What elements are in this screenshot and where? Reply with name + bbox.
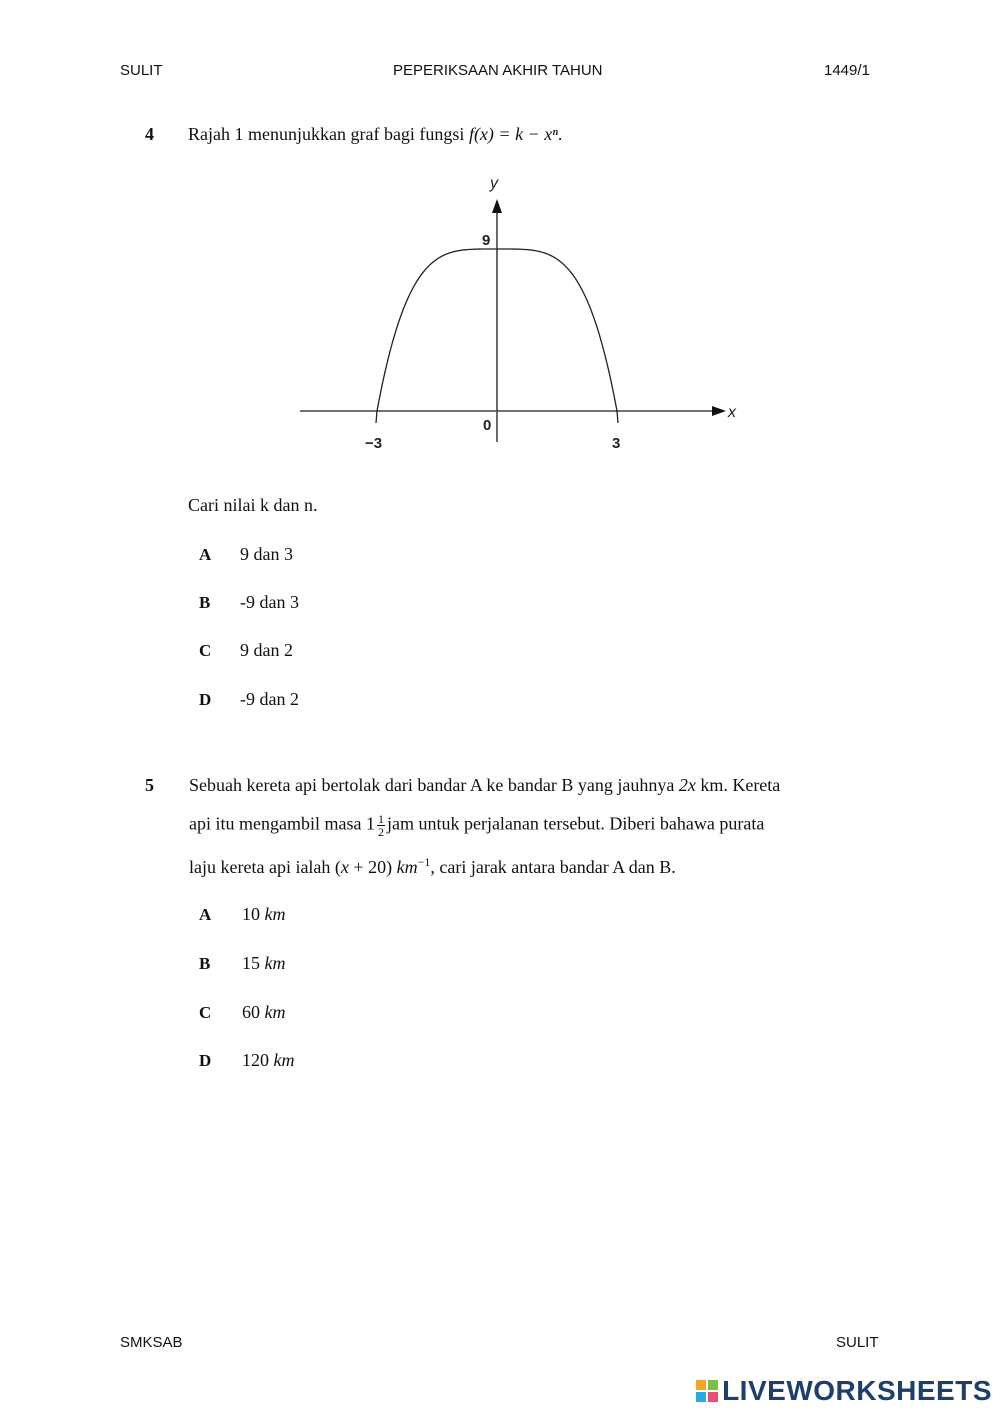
- q4-option-c-text[interactable]: 9 dan 2: [240, 640, 293, 660]
- q4-option-a-text[interactable]: 9 dan 3: [240, 544, 293, 564]
- q5-speed-variable: x: [340, 857, 349, 877]
- y-axis-arrow-icon: [492, 199, 502, 213]
- question-4-function: f(x) = k − xⁿ: [468, 124, 558, 144]
- q5-option-d-unit: km: [273, 1050, 295, 1070]
- fraction-denominator: 2: [377, 825, 384, 839]
- liveworksheets-mark-icon: [696, 1380, 718, 1402]
- q4-option-b-text[interactable]: -9 dan 3: [240, 592, 299, 612]
- q5-option-d-value: 120: [242, 1050, 269, 1070]
- q4-option-d-text[interactable]: -9 dan 2: [240, 689, 299, 709]
- footer-right: SULIT: [836, 1334, 879, 1351]
- q4-option-a-letter[interactable]: A: [199, 545, 212, 564]
- q4-option-c-letter[interactable]: C: [199, 641, 212, 660]
- question-4-instruction: Cari nilai k dan n.: [188, 495, 318, 515]
- q5-option-a-text[interactable]: [242, 904, 286, 925]
- q5-option-b-unit: km: [264, 953, 286, 973]
- q5-line2-end: jam untuk perjalanan tersebut. Diberi bahawa purata: [386, 813, 765, 834]
- y-intercept-label: 9: [482, 232, 491, 249]
- q5-option-b-letter[interactable]: B: [199, 954, 211, 973]
- header-right: 1449/1: [824, 62, 870, 79]
- q5-speed-constant: + 20): [348, 857, 397, 877]
- q5-time-fraction: [377, 813, 385, 838]
- question-5-line-3: [189, 855, 676, 878]
- right-root-label: 3: [612, 435, 621, 452]
- q5-option-d-text[interactable]: [242, 1050, 295, 1071]
- origin-label: 0: [483, 417, 492, 434]
- y-axis-label: y: [490, 175, 498, 192]
- q5-option-d-letter[interactable]: D: [199, 1051, 212, 1070]
- q5-option-a-unit: km: [264, 904, 286, 924]
- q5-option-b-text[interactable]: [242, 953, 286, 974]
- left-root-label: −3: [365, 435, 383, 452]
- question-5-line-2: [189, 813, 764, 838]
- q5-option-b-value: 15: [242, 953, 260, 973]
- q5-line1-end: km. Kereta: [700, 775, 781, 795]
- q5-line3-end: , cari jarak antara bandar A dan B.: [430, 857, 676, 877]
- question-4-prompt-text: Rajah 1 menunjukkan graf bagi fungsi: [188, 124, 465, 144]
- function-graph: [290, 170, 760, 460]
- x-axis-arrow-icon: [712, 406, 726, 416]
- question-4-prompt: [188, 124, 562, 145]
- q5-option-c-value: 60: [242, 1002, 260, 1022]
- q5-distance-expression: 2x: [678, 775, 696, 795]
- footer-left: SMKSAB: [120, 1334, 183, 1351]
- header-center: PEPERIKSAAN AKHIR TAHUN: [393, 62, 603, 79]
- q5-line3-text: laju kereta api ialah (: [189, 857, 341, 877]
- liveworksheets-logo[interactable]: [696, 1375, 992, 1407]
- question-5-line-1: [189, 775, 780, 796]
- header-left: SULIT: [120, 62, 163, 79]
- q5-option-c-unit: km: [264, 1002, 286, 1022]
- fraction-numerator: 1: [377, 812, 384, 826]
- question-4-number: 4: [145, 124, 154, 144]
- q5-speed-exponent: −1: [417, 855, 431, 869]
- q5-option-a-letter[interactable]: A: [199, 905, 212, 924]
- q5-line2-text: api itu mengambil masa 1: [189, 813, 375, 834]
- x-axis-label: x: [728, 404, 736, 421]
- q4-option-d-letter[interactable]: D: [199, 690, 212, 709]
- question-4-prompt-end: .: [557, 124, 563, 144]
- q5-option-c-letter[interactable]: C: [199, 1003, 212, 1022]
- q4-option-b-letter[interactable]: B: [199, 593, 211, 612]
- question-5-number: 5: [145, 775, 154, 795]
- liveworksheets-text: LIVEWORKSHEETS: [722, 1375, 992, 1406]
- q5-option-c-text[interactable]: [242, 1002, 286, 1023]
- q5-speed-unit: km: [396, 857, 418, 877]
- q5-option-a-value: 10: [242, 904, 260, 924]
- q5-line1-text: Sebuah kereta api bertolak dari bandar A ke bandar B yang jauhnya: [189, 775, 675, 795]
